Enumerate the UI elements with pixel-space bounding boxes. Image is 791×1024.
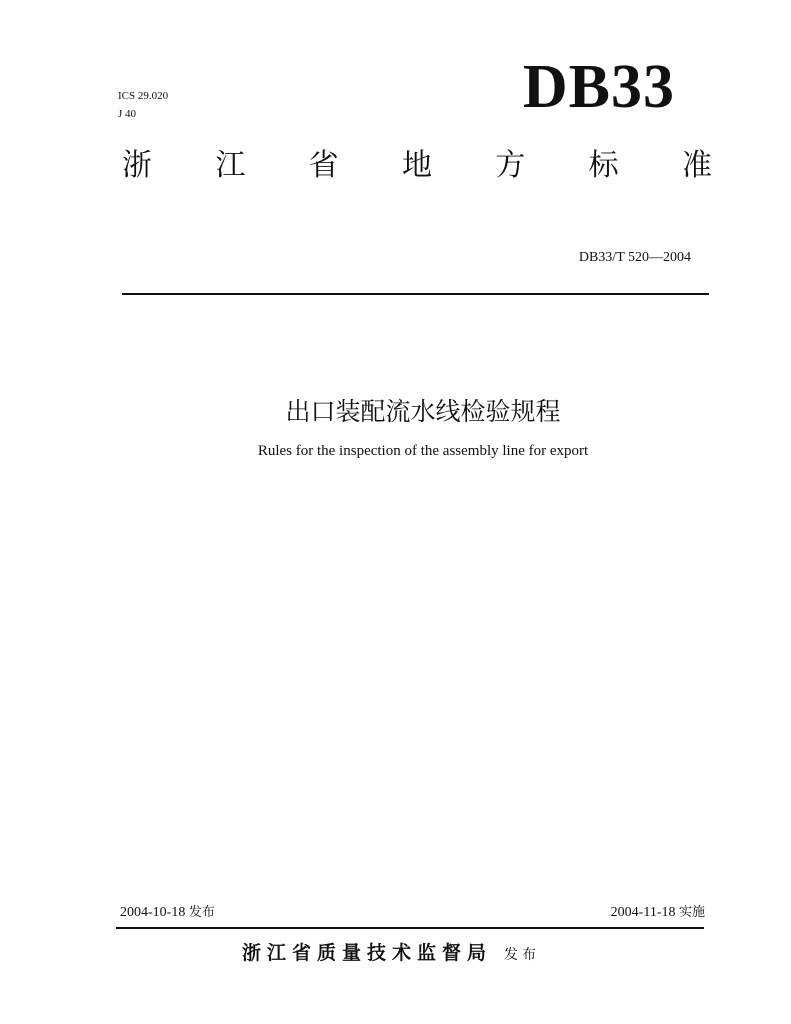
- standard-type-char: 方: [495, 148, 526, 183]
- standard-type-char: 省: [308, 148, 339, 183]
- standard-code-logo: DB33: [522, 53, 675, 121]
- bottom-divider: [116, 927, 704, 929]
- publisher-name: 浙江省质量技术监督局: [242, 942, 493, 964]
- ics-code: ICS 29.020: [118, 90, 169, 102]
- standard-type-char: 地: [401, 148, 432, 183]
- implement-label: 实施: [678, 905, 705, 920]
- issue-date-line: [120, 905, 215, 921]
- document-title-chinese: 出口装配流水线检验规程: [285, 397, 561, 426]
- document-title-english: Rules for the inspection of the assembly line for export: [257, 443, 589, 459]
- standard-type-char: 标: [588, 148, 619, 183]
- issue-label: 发布: [188, 905, 215, 920]
- implement-date-line: [611, 905, 705, 921]
- standard-type-title: [122, 148, 712, 184]
- classification-code: J 40: [118, 108, 137, 120]
- standard-type-char: 浙: [122, 148, 152, 183]
- top-divider: [122, 293, 709, 295]
- standard-type-char: 江: [215, 148, 246, 183]
- issue-date: 2004-10-18: [120, 905, 186, 920]
- standard-number: DB33/T 520—2004: [578, 250, 691, 265]
- standard-type-char: 准: [681, 148, 712, 183]
- publisher-line: [242, 940, 540, 966]
- implement-date: 2004-11-18: [610, 905, 676, 920]
- publish-label: 发布: [504, 947, 541, 963]
